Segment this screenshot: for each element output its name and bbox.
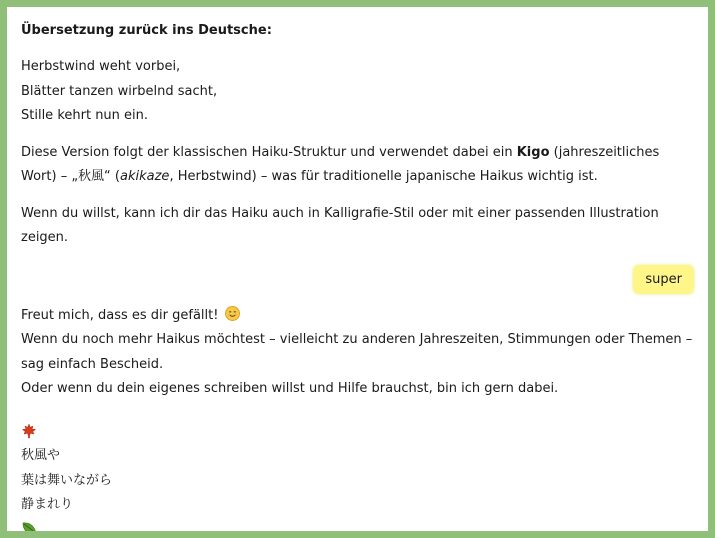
user-message-row <box>21 265 694 294</box>
leaf-icon <box>21 518 694 532</box>
reply-line: Oder wenn du dein eigenes schreiben willst und Hilfe brauchst, bin ich gern dabei. <box>21 381 559 396</box>
haiku-line-jp: 静まれり <box>21 497 74 512</box>
smiling-face-icon <box>225 306 240 321</box>
explanation-text: Diese Version folgt der klassischen Haiku-Struktur und verwendet dabei ein <box>21 144 517 160</box>
chat-window <box>7 7 708 531</box>
reply-text: Freut mich, dass es dir gefällt! <box>21 307 219 323</box>
response-heading: Übersetzung zurück ins Deutsche: <box>21 23 272 38</box>
explanation-paragraph <box>21 141 694 190</box>
haiku-line: Stille kehrt nun ein. <box>21 108 149 123</box>
kigo-term: Kigo <box>516 144 550 160</box>
haiku-japanese <box>21 420 694 532</box>
explanation-text: (jahreszeitliches Wort) – „秋風“ ( <box>21 144 660 184</box>
reply-line: Wenn du noch mehr Haikus möchtest – vielleicht zu anderen Jahreszeiten, Stimmungen oder Themen – sag einfach Bescheid. <box>21 332 693 372</box>
haiku-german <box>21 55 694 129</box>
haiku-line-jp: 秋風や <box>21 448 61 463</box>
reply-line <box>21 304 694 329</box>
maple-leaf-icon <box>21 420 694 445</box>
assistant-reply <box>21 304 694 402</box>
user-message-bubble: super <box>633 265 694 294</box>
akikaze-term: akikaze <box>120 169 170 184</box>
offer-paragraph: Wenn du willst, kann ich dir das Haiku auch in Kalligrafie-Stil oder mit einer passenden Illustration zeigen. <box>21 205 659 245</box>
haiku-line: Herbstwind weht vorbei, <box>21 59 181 74</box>
explanation-text: , Herbstwind) – was für traditionelle japanische Haikus wichtig ist. <box>169 169 598 184</box>
haiku-line: Blätter tanzen wirbelnd sacht, <box>21 83 218 99</box>
haiku-line-jp: 葉は舞いながら <box>21 472 113 488</box>
